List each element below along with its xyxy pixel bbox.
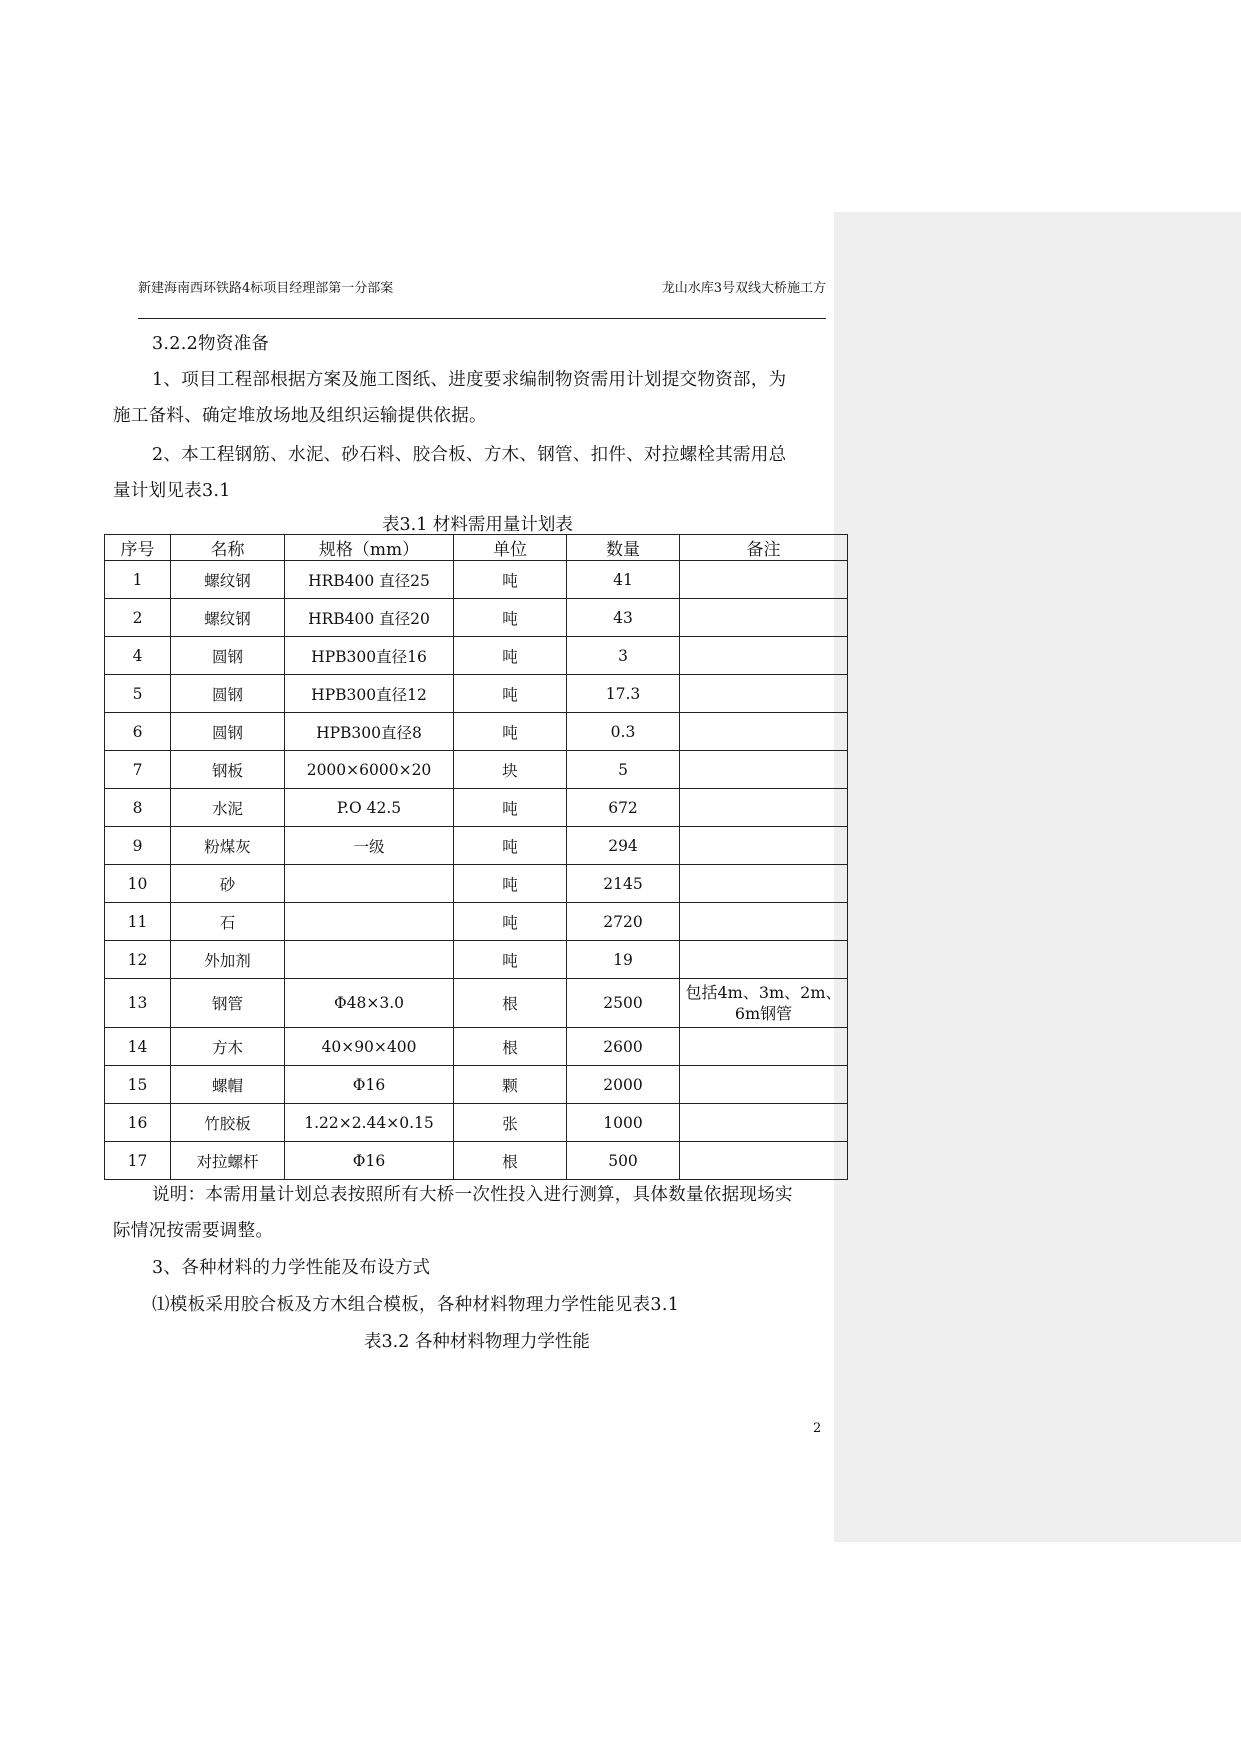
table-cell: 294: [567, 827, 680, 865]
table-row: [105, 789, 848, 827]
table-cell: 方木: [171, 1028, 285, 1066]
table-cell: [680, 675, 848, 713]
table-cell: 2000×6000×20: [285, 751, 454, 789]
comment-pane: [834, 212, 1241, 1542]
table-cell: 吨: [454, 789, 567, 827]
table-row: [105, 827, 848, 865]
table-cell: HRB400 直径25: [285, 561, 454, 599]
table-cell: 吨: [454, 637, 567, 675]
header-cell: 单位: [454, 535, 567, 561]
table-cell: 2600: [567, 1028, 680, 1066]
table-cell: 石: [171, 903, 285, 941]
table-cell: 吨: [454, 903, 567, 941]
table-cell: 4: [105, 637, 171, 675]
note-line-2: 际情况按需要调整。: [113, 1221, 274, 1241]
table-cell: 砂: [171, 865, 285, 903]
table-cell: 13: [105, 979, 171, 1028]
header-left: 新建海南西环铁路4标项目经理部第一分部案: [138, 281, 394, 296]
table-cell: 粉煤灰: [171, 827, 285, 865]
table-cell: 吨: [454, 713, 567, 751]
table-cell: 吨: [454, 599, 567, 637]
table-cell: [680, 561, 848, 599]
table-cell: 颗: [454, 1066, 567, 1104]
table-cell: 圆钢: [171, 637, 285, 675]
table-header-row: [105, 535, 848, 561]
table-row: [105, 903, 848, 941]
table-cell: 根: [454, 1028, 567, 1066]
table-cell: 1000: [567, 1104, 680, 1142]
table-cell: 螺帽: [171, 1066, 285, 1104]
table-cell: [680, 1066, 848, 1104]
table-cell: 9: [105, 827, 171, 865]
table-cell: 钢板: [171, 751, 285, 789]
table-cell: 1: [105, 561, 171, 599]
table-cell: 40×90×400: [285, 1028, 454, 1066]
table-cell: [680, 865, 848, 903]
table-cell: 2145: [567, 865, 680, 903]
table-cell: 水泥: [171, 789, 285, 827]
table-cell: 根: [454, 979, 567, 1028]
table-cell: 43: [567, 599, 680, 637]
table-cell: 吨: [454, 865, 567, 903]
table-cell: 5: [105, 675, 171, 713]
table-cell: 17: [105, 1142, 171, 1180]
table-row: [105, 637, 848, 675]
table-cell: 张: [454, 1104, 567, 1142]
table-cell: 螺纹钢: [171, 561, 285, 599]
paragraph-2-line-2: 量计划见表3.1: [113, 481, 231, 501]
paragraph-1-line-1: 1、项目工程部根据方案及施工图纸、进度要求编制物资需用计划提交物资部，为: [152, 370, 787, 390]
table-row: [105, 599, 848, 637]
table-cell: 8: [105, 789, 171, 827]
table-cell: 12: [105, 941, 171, 979]
table-caption: 表3.1 材料需用量计划表: [382, 515, 573, 535]
table-cell: HRB400 直径20: [285, 599, 454, 637]
table-cell: HPB300直径12: [285, 675, 454, 713]
table-cell: 10: [105, 865, 171, 903]
table-cell: [680, 1104, 848, 1142]
table-row: [105, 675, 848, 713]
table-cell: [680, 789, 848, 827]
table-cell: 2: [105, 599, 171, 637]
table-cell: 吨: [454, 561, 567, 599]
table-cell: 外加剂: [171, 941, 285, 979]
section-title: 3.2.2物资准备: [152, 334, 270, 354]
table-cell: HPB300直径8: [285, 713, 454, 751]
paragraph-3: 3、各种材料的力学性能及布设方式: [152, 1258, 431, 1278]
table-row: [105, 1142, 848, 1180]
table-cell: 圆钢: [171, 713, 285, 751]
table-cell: [680, 827, 848, 865]
table-row: [105, 1028, 848, 1066]
table-cell: 672: [567, 789, 680, 827]
table-cell: 5: [567, 751, 680, 789]
table-cell: 16: [105, 1104, 171, 1142]
header-cell: 序号: [105, 535, 171, 561]
table-cell: 对拉螺杆: [171, 1142, 285, 1180]
table-cell: Φ48×3.0: [285, 979, 454, 1028]
table-cell: [680, 941, 848, 979]
table-row: [105, 979, 848, 1028]
table-cell: 钢管: [171, 979, 285, 1028]
table-cell: P.O 42.5: [285, 789, 454, 827]
table-cell: [680, 637, 848, 675]
paragraph-1-line-2: 施工备料、确定堆放场地及组织运输提供依据。: [113, 406, 487, 426]
table-cell: [680, 713, 848, 751]
table-cell: [680, 1142, 848, 1180]
table-cell: 根: [454, 1142, 567, 1180]
table-cell: 6: [105, 713, 171, 751]
table-cell: 2720: [567, 903, 680, 941]
table-cell: 螺纹钢: [171, 599, 285, 637]
table-cell: [285, 865, 454, 903]
table-cell: 1.22×2.44×0.15: [285, 1104, 454, 1142]
table-cell: [285, 941, 454, 979]
table-cell: 2000: [567, 1066, 680, 1104]
header-cell: 名称: [171, 535, 285, 561]
table-cell: 17.3: [567, 675, 680, 713]
page-number: 2: [813, 1421, 822, 1436]
table-cell: [285, 903, 454, 941]
table-cell: 3: [567, 637, 680, 675]
table-row: [105, 1104, 848, 1142]
table-cell: 一级: [285, 827, 454, 865]
table-cell-remark: 包括4m、3m、2m、6m钢管: [680, 979, 848, 1028]
header-cell: 备注: [680, 535, 848, 561]
table-cell: 14: [105, 1028, 171, 1066]
table-row: [105, 941, 848, 979]
table-row: [105, 713, 848, 751]
table-cell: [680, 599, 848, 637]
header-cell: 规格（mm）: [285, 535, 454, 561]
table-cell: 7: [105, 751, 171, 789]
table-cell: 吨: [454, 827, 567, 865]
table-row: [105, 561, 848, 599]
table-cell: 圆钢: [171, 675, 285, 713]
table-cell: 吨: [454, 675, 567, 713]
table-row: [105, 751, 848, 789]
note-line-1: 说明：本需用量计划总表按照所有大桥一次性投入进行测算，具体数量依据现场实: [152, 1185, 793, 1205]
header-rule: [138, 318, 826, 319]
table-cell: [680, 1028, 848, 1066]
table-cell: HPB300直径16: [285, 637, 454, 675]
header-cell: 数量: [567, 535, 680, 561]
paragraph-4: ⑴模板采用胶合板及方木组合模板，各种材料物理力学性能见表3.1: [152, 1295, 680, 1315]
table-row: [105, 865, 848, 903]
table-cell: 19: [567, 941, 680, 979]
table-cell: [680, 903, 848, 941]
table-cell: 15: [105, 1066, 171, 1104]
paragraph-2-line-1: 2、本工程钢筋、水泥、砂石料、胶合板、方木、钢管、扣件、对拉螺栓其需用总: [152, 445, 787, 465]
material-table: [104, 534, 848, 1180]
table-cell: Φ16: [285, 1066, 454, 1104]
table-cell: 11: [105, 903, 171, 941]
table-cell: [680, 751, 848, 789]
table-2-caption: 表3.2 各种材料物理力学性能: [364, 1332, 590, 1352]
table-cell: 41: [567, 561, 680, 599]
table-cell: 块: [454, 751, 567, 789]
table-cell: 0.3: [567, 713, 680, 751]
header-right: 龙山水库3号双线大桥施工方: [661, 281, 826, 296]
table-row: [105, 1066, 848, 1104]
table-cell: 吨: [454, 941, 567, 979]
table-cell: 2500: [567, 979, 680, 1028]
table-cell: Φ16: [285, 1142, 454, 1180]
table-cell: 竹胶板: [171, 1104, 285, 1142]
table-cell: 500: [567, 1142, 680, 1180]
